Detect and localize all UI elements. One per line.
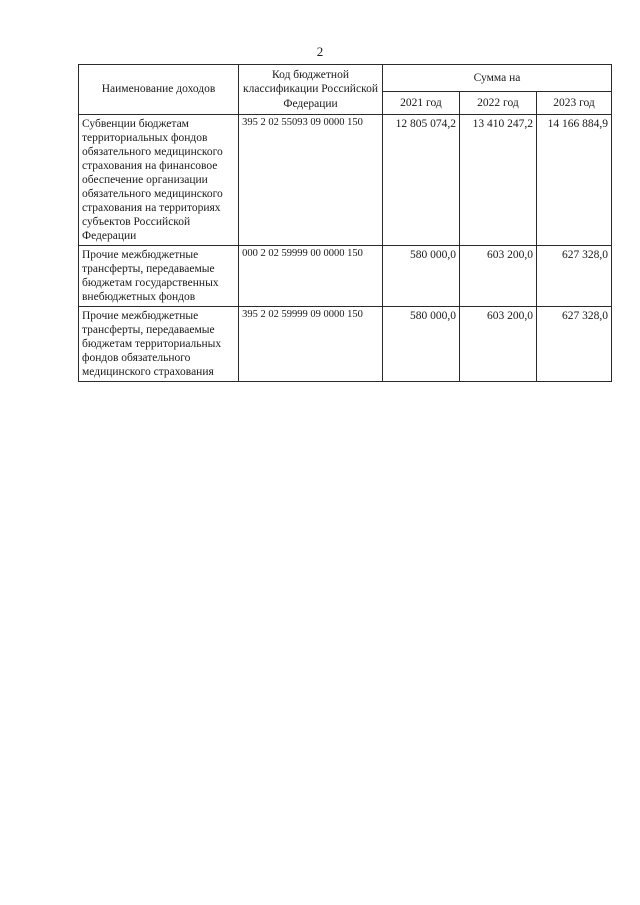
amount-2023: 14 166 884,9 bbox=[536, 115, 611, 246]
table-row bbox=[79, 307, 612, 382]
amount-2021: 580 000,0 bbox=[382, 307, 459, 382]
header-year-2023: 2023 год bbox=[536, 92, 611, 115]
header-revenue-name: Наименование доходов bbox=[79, 65, 239, 115]
amount-2022: 13 410 247,2 bbox=[459, 115, 536, 246]
table-row bbox=[79, 115, 612, 246]
header-year-2021: 2021 год bbox=[382, 92, 459, 115]
header-budget-code: Код бюджетной классификации Российской Федерации bbox=[239, 65, 383, 115]
header-year-2022: 2022 год bbox=[459, 92, 536, 115]
amount-2023: 627 328,0 bbox=[536, 246, 611, 307]
amount-2021: 12 805 074,2 bbox=[382, 115, 459, 246]
revenue-name: Прочие межбюджетные трансферты, передаваемые бюджетам территориальных фондов обязательного медицинского страхования bbox=[79, 307, 239, 382]
page-number: 2 bbox=[316, 44, 324, 59]
revenue-name: Субвенции бюджетам территориальных фондов обязательного медицинского страхования на финансовое обеспечение организации обязательного медицинского страхования на территориях субъектов Российской Федерации bbox=[79, 115, 239, 246]
budget-code: 000 2 02 59999 00 0000 150 bbox=[239, 246, 383, 307]
revenue-table bbox=[78, 64, 612, 382]
amount-2021: 580 000,0 bbox=[382, 246, 459, 307]
revenue-name: Прочие межбюджетные трансферты, передаваемые бюджетам государственных внебюджетных фондов bbox=[79, 246, 239, 307]
budget-code: 395 2 02 55093 09 0000 150 bbox=[239, 115, 383, 246]
budget-code: 395 2 02 59999 09 0000 150 bbox=[239, 307, 383, 382]
header-amount-group: Сумма на bbox=[382, 65, 611, 92]
amount-2023: 627 328,0 bbox=[536, 307, 611, 382]
table-row bbox=[79, 246, 612, 307]
amount-2022: 603 200,0 bbox=[459, 246, 536, 307]
amount-2022: 603 200,0 bbox=[459, 307, 536, 382]
